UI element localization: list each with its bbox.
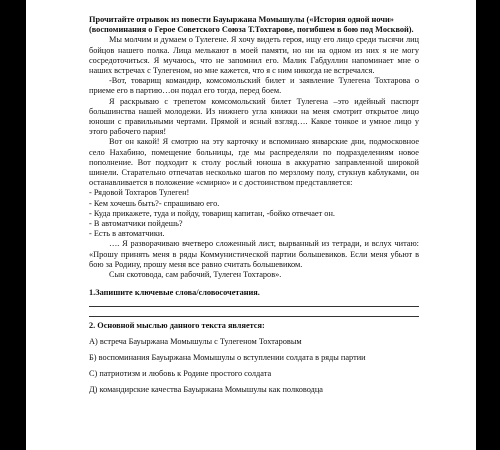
dialogue-line-4: - В автоматчики пойдешь? [89, 219, 183, 229]
paragraph-1: Мы молчим и думаем о Тулегене. Я хочу видеть героя, ищу его лицо среди тысячи лиц бойцов нашего полка. Лица мелькают в моей памяти, но ни на одном из них я не могу сосредоточиться. Я мучаюсь, что не запомнил его. Малик Габдуллин напоминает мне о наших встречах с Тулегеном, но мне кажется, что я с ним никогда не встречался. [89, 35, 419, 76]
question-2: 2. Основной мыслью данного текста является: [89, 321, 265, 331]
dialogue-line-5: - Есть в автоматчики. [89, 229, 165, 239]
option-c: С) патриотизм и любовь к Родине простого солдата [89, 369, 272, 379]
paragraph-4: Вот он какой! Я смотрю на эту карточку и вспоминаю январские дни, подмосковное село Нахабино, помещение больницы, где мы распределяли по подразделениям новое пополнение. Вот подходит к столу рослый юноша в аккуратно заправленной широкой шинели. Старательно отпечатав несколько шагов по мерзлому полу, стукнув каблуками, он останавливается в положение «смирно» и с достоинством представляется: [89, 137, 419, 188]
document-content [89, 15, 419, 396]
dialogue-line-1: - Рядовой Тохтаров Тулеген! [89, 188, 190, 198]
paragraph-6: Сын скотовода, сам рабочий, Тулеген Тохтаров». [109, 270, 282, 280]
document-title: Прочитайте отрывок из повести Бауыржана Момышулы («История одной ночи» (воспоминания о Герое Советского Союза Т.Тохтарове, погибшем в бою под Москвой). [89, 15, 414, 35]
dialogue-line-2: - Кем хочешь быть?- спрашиваю его. [89, 198, 220, 208]
paragraph-5: …. Я разворачиваю вчетверо сложенный лист, вырванный из тетради, и вслух читаю: «Прошу принять меня в ряды Коммунистической партии большевиков. Если меня убьют в бою за Родину, прошу меня все равно считать большевиком. [89, 239, 419, 269]
option-d: Д) командирские качества Бауыржана Момышулы как полководца [89, 385, 323, 395]
paragraph-3: Я раскрываю с трепетом комсомольский билет Тулегена –это идейный паспорт большинства нашей молодежи. Из нижнего угла книжки на меня смотрит открытое лицо юноши с правильными чертами. Прямой и ясный взгляд…. Какое тонкое и умное лицо у этого рабочего парня! [89, 96, 419, 137]
document-page [26, 0, 476, 450]
question-1: 1.Запишите ключевые слова/словосочетания. [89, 288, 260, 298]
option-a: А) встреча Бауыржана Момышулы с Тулегеном Тохтаровым [89, 336, 302, 346]
paragraph-2: -Вот, товарищ командир, комсомольский билет и заявление Тулегена Тохтарова о приеме его в партию…он подал его тогда, перед боем. [89, 76, 419, 96]
dialogue-line-3: - Куда прикажете, туда и пойду, товарищ капитан, -бойко отвечает он. [89, 208, 335, 218]
option-b: Б) воспоминания Бауыржана Момышулы о вступлении солдата в ряды партии [89, 352, 366, 362]
